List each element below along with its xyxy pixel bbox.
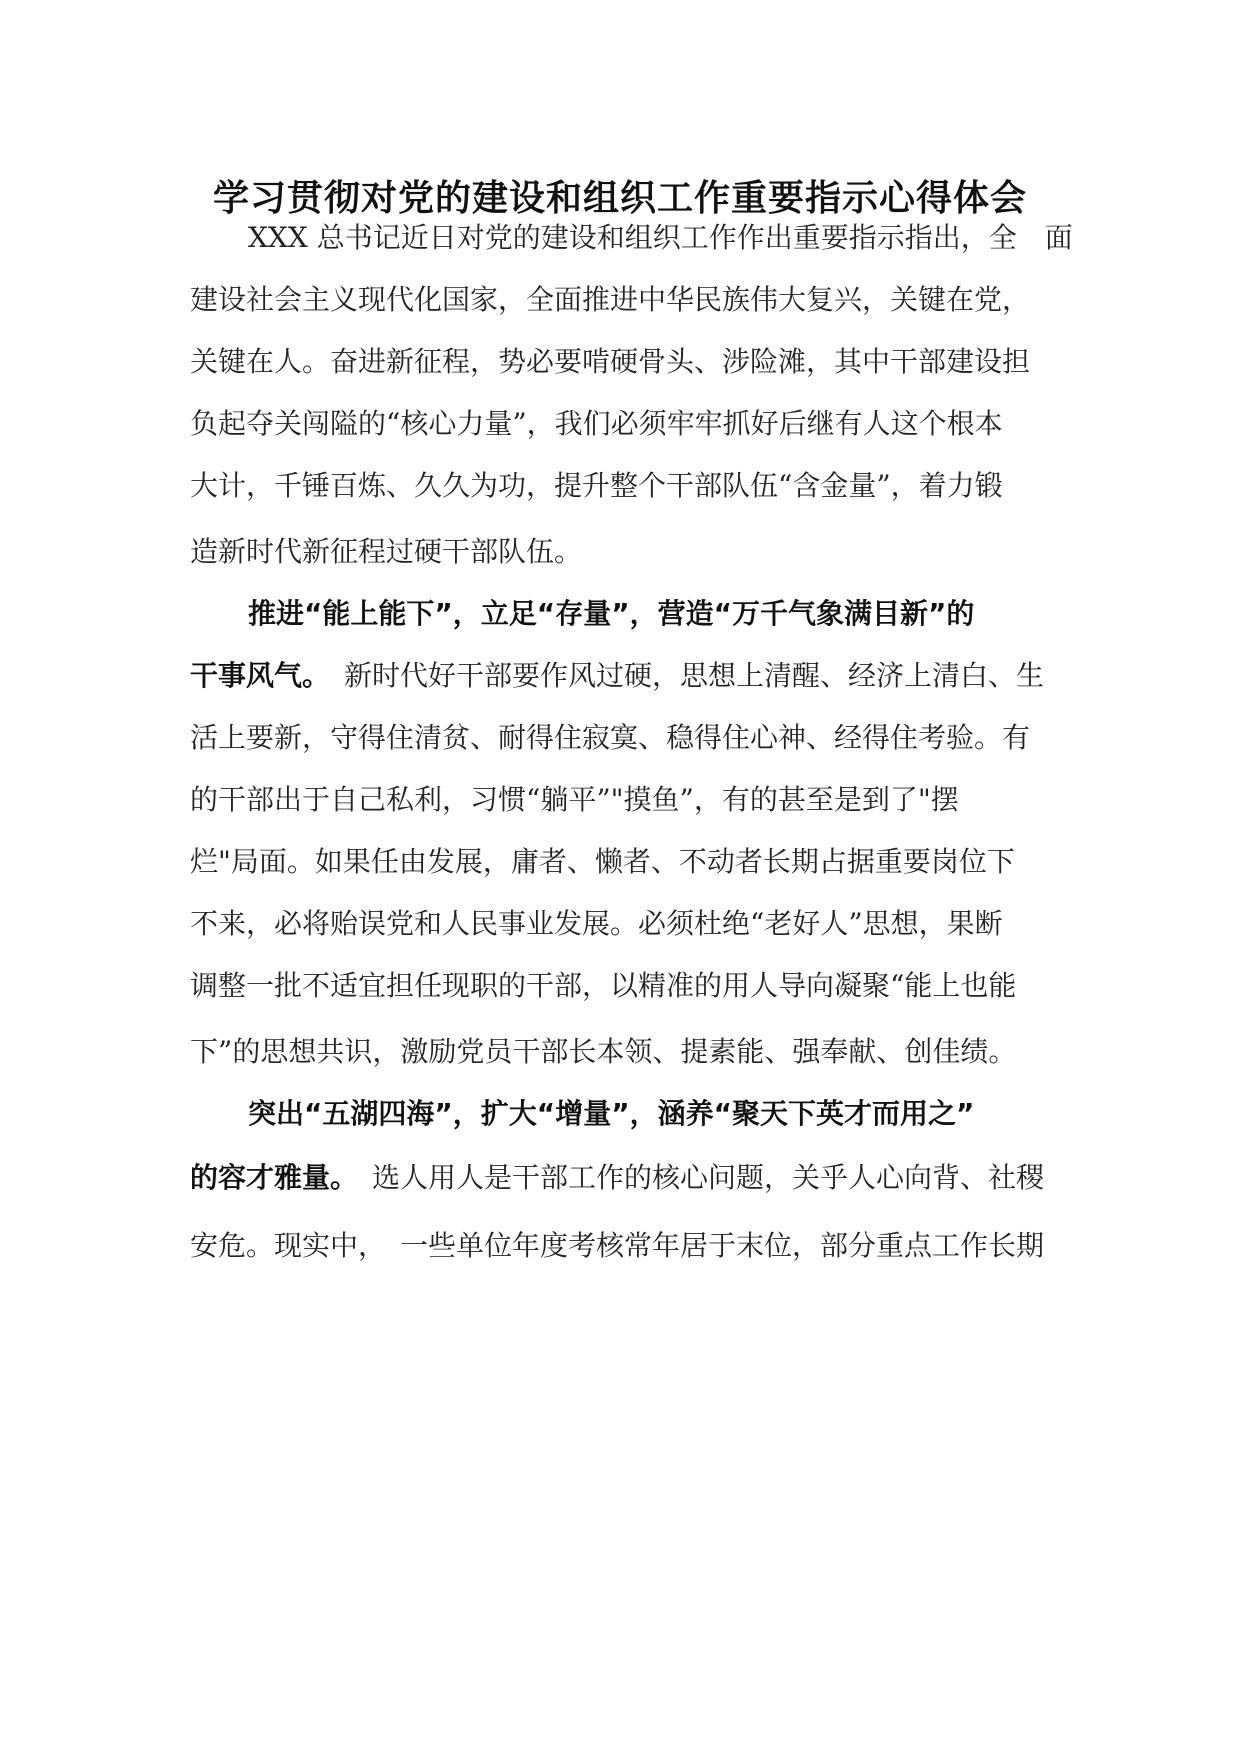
paragraph3-heading-line-2: 的容才雅量。 [190, 1161, 345, 1194]
paragraph2-heading-line-2: 干事风气。 [190, 659, 317, 692]
paragraph3-line-2 [190, 1156, 1050, 1200]
document-title: 学习贯彻对党的建设和组织工作重要指示心得体会 [212, 178, 1027, 219]
paragraph3-line-3: 安危。现实中， 一些单位年度考核常年居于末位，部分重点工作长期 [190, 1229, 1045, 1262]
paragraph2-line-6: 不来，必将贻误党和人民事业发展。必须杜绝“老好人”思想，果断 [190, 907, 1003, 940]
paragraph2-line-2 [190, 654, 1050, 698]
paragraph2-line-8: 下”的思想共识，激励党员干部长本领、提素能、强奉献、创佳绩。 [190, 1035, 1017, 1068]
paragraph2-line-4: 的干部出于自己私利，习惯“躺平”"摸鱼”，有的甚至是到了"摆 [190, 783, 959, 816]
paragraph1-line-3: 关键在人。奋进新征程，势必要啃硬骨头、涉险滩，其中干部建设担 [190, 345, 1031, 378]
paragraph1-line-1: XXX 总书记近日对党的建设和组织工作作出重要指示指出，全 面 [248, 221, 1073, 254]
paragraph2-line-3: 活上要新，守得住清贫、耐得住寂寞、稳得住心神、经得住考验。有 [190, 721, 1031, 754]
paragraph1-line-5: 大计，千锤百炼、久久为功，提升整个干部队伍“含金量”，着力锻 [190, 469, 1003, 502]
paragraph2-heading-line-1: 推进“能上能下”，立足“存量”，营造“万千气象满目新”的 [248, 597, 975, 630]
paragraph2-line-5: 烂"局面。如果任由发展，庸者、懒者、不动者长期占据重要岗位下 [190, 845, 1015, 878]
paragraph2-line-7: 调整一批不适宜担任现职的干部，以精准的用人导向凝聚“能上也能 [190, 969, 1017, 1002]
paragraph1-line-2: 建设社会主义现代化国家，全面推进中华民族伟大复兴，关键在党， [190, 283, 1031, 316]
paragraph3-line-2-text: 选人用人是干部工作的核心问题，关乎人心向背、社稷 [344, 1161, 1045, 1194]
paragraph2-line-2-text: 新时代好干部要作风过硬，思想上清醒、经济上清白、生 [316, 659, 1045, 692]
paragraph1-line-4: 负起夺关闯隘的“核心力量”，我们必须牢牢抓好后继有人这个根本 [190, 407, 1003, 440]
paragraph1-line-6: 造新时代新征程过硬干部队伍。 [190, 535, 583, 568]
paragraph3-heading-line-1: 突出“五湖四海”，扩大“增量”，涵养“聚天下英才而用之” [248, 1097, 975, 1130]
